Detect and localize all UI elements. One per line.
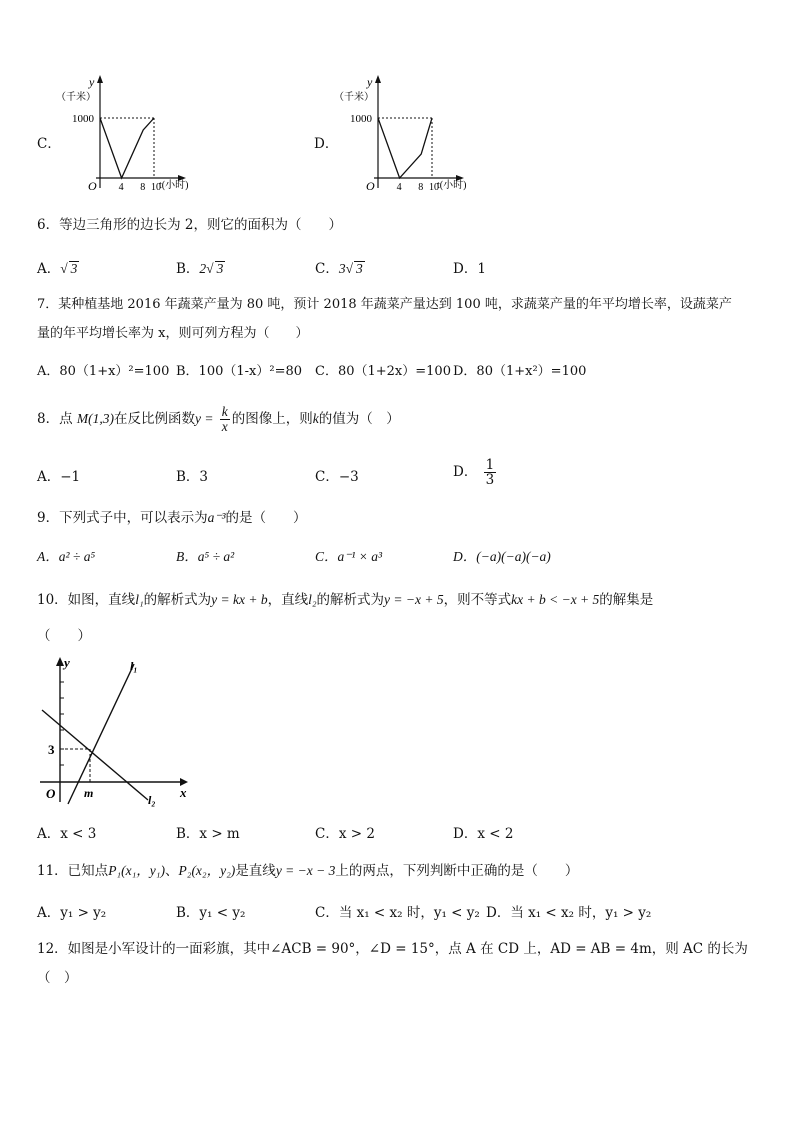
q8-option-d-num: 1	[485, 456, 495, 473]
x-axis-label: t(小时)	[437, 180, 467, 191]
q8-option-c: C．−3	[315, 469, 359, 485]
q8-option-d	[453, 453, 498, 491]
q9-stem	[37, 506, 307, 526]
q8-stem-post: 的图像上，则	[231, 411, 313, 427]
x-tick-label: 10	[429, 182, 439, 193]
distance-polyline	[100, 118, 154, 178]
q10-s2: 的解析式为	[143, 592, 212, 608]
q6-option-d-text: 1	[477, 261, 486, 277]
q8-func-den: x	[221, 419, 228, 434]
q6-option-b: B．2√ 3	[176, 261, 224, 277]
q10-x-tick: m	[84, 786, 94, 800]
q6-option-d-label: D．	[453, 261, 478, 277]
q9-option-c: C．a⁻¹ × a³	[315, 549, 383, 564]
q7-option-d: D．80（1+x²）=100	[453, 364, 587, 379]
q11-s3: 上的两点，下列判断中正确的是（ ）	[335, 863, 579, 879]
y-axis-label: y	[367, 75, 373, 89]
q9-option-d: D．(−a)(−a)(−a)	[453, 549, 551, 564]
y-tick-1000: 1000	[350, 113, 372, 125]
option-c-graph	[52, 72, 212, 197]
q6-option-d	[453, 257, 486, 277]
q10-blank: （ ）	[37, 628, 91, 644]
option-d-label: D．	[314, 136, 339, 152]
q7-stem-line1: 7．某种植基地 2016 年蔬菜产量为 80 吨，预计 2018 年蔬菜产量达到 100 吨，求蔬菜产量的年平均增长率，设蔬菜产	[37, 297, 732, 312]
x-tick-label: 4	[396, 182, 402, 193]
q6-option-a-radicand: 3	[70, 261, 78, 276]
y-unit-label: （千米）	[56, 92, 96, 103]
q10-option-b: B．x > m	[176, 826, 240, 842]
x-tick-label: 4	[118, 182, 124, 193]
q8-option-d-fraction	[484, 458, 497, 487]
q11-p2: P₂(x₂，y₂)	[178, 863, 236, 878]
q11-option-d: D．当 x₁ < x₂ 时，y₁ > y₂	[486, 905, 652, 921]
q11-s2: 是直线	[235, 863, 276, 879]
q8-point: M(1,3)	[76, 411, 115, 426]
q10-line-l1	[68, 664, 134, 804]
q8-option-b: B．3	[176, 469, 209, 485]
q6-option-c-label: C．	[315, 261, 339, 277]
y-axis-arrow	[375, 75, 381, 83]
q7-option-a: A．80（1+x）²=100	[37, 364, 170, 379]
q10-s4: 的解析式为	[316, 592, 385, 608]
q10-graph	[30, 652, 200, 812]
q10-e2: y = −x + 5	[384, 592, 444, 607]
q10-l1: l₁	[135, 592, 144, 607]
q6-option-c: C．3√ 3	[315, 261, 363, 277]
q10-s5: ，则不等式	[443, 592, 512, 608]
q9-expr: a⁻³	[207, 510, 226, 525]
q6-option-c-coef: 3	[338, 261, 346, 276]
option-d-graph	[330, 72, 490, 197]
x-axis-label: t(小时)	[159, 180, 189, 191]
q8-option-d-den: 3	[485, 472, 495, 488]
q10-y-arrow	[56, 657, 64, 666]
q10-option-c: C．x > 2	[315, 826, 375, 842]
q10-stem	[37, 588, 653, 608]
q10-option-d: D．x < 2	[453, 826, 514, 842]
q12-line1: 12．如图是小军设计的一面彩旗，其中∠ACB = 90°，∠D = 15°，点 A 在 CD 上，AD = AB = 4m，则 AC 的长为	[37, 941, 748, 957]
q7-stem-line2: 量的年平均增长率为 x，则可列方程为（ ）	[37, 326, 309, 341]
x-tick-label: 8	[418, 182, 424, 193]
q10-y-tick: 3	[48, 742, 55, 757]
q9-stem-post: 的是（ ）	[225, 510, 307, 526]
x-tick-label: 10	[151, 182, 161, 193]
q9-option-a: A．a² ÷ a⁵	[37, 549, 96, 564]
option-c-label: C．	[37, 136, 61, 152]
q11-p1: P₁(x₁，y₁)	[108, 863, 165, 878]
q6-stem: 6．等边三角形的边长为 2，则它的面积为（ ）	[37, 217, 342, 233]
q11-option-a: A．y₁ > y₂	[37, 905, 107, 921]
q10-l2-label: l₂	[148, 793, 156, 807]
q6-option-b-coef: 2	[199, 261, 207, 276]
q8-func-lhs: y =	[195, 411, 214, 426]
q12-line2: （ ）	[37, 970, 78, 986]
q8-k-var: k	[312, 411, 319, 426]
origin-label: O	[88, 179, 97, 193]
q11-option-c: C．当 x₁ < x₂ 时，y₁ < y₂	[315, 905, 480, 921]
q10-s1: 10．如图，直线	[37, 592, 136, 608]
y-axis-arrow	[97, 75, 103, 83]
distance-polyline	[378, 118, 432, 178]
q10-e1: y = kx + b	[211, 592, 268, 607]
q10-s3: ，直线	[267, 592, 309, 608]
y-axis-label: y	[89, 75, 95, 89]
y-unit-label: （千米）	[334, 92, 374, 103]
q10-line-l2	[42, 710, 148, 800]
q6-option-a-label: A．	[37, 261, 61, 277]
q8-stem	[37, 402, 400, 436]
y-tick-1000: 1000	[72, 113, 94, 125]
q10-e3: kx + b < −x + 5	[511, 592, 600, 607]
q9-stem-pre: 9．下列式子中，可以表示为	[37, 510, 208, 526]
q9-option-b: B．a⁵ ÷ a²	[176, 549, 235, 564]
q8-option-d-label: D．	[453, 464, 478, 480]
q6-option-a: A．√ 3	[37, 261, 78, 277]
q10-option-a: A．x < 3	[37, 826, 97, 842]
q6-option-c-radicand: 3	[356, 261, 363, 276]
q11-option-b: B．y₁ < y₂	[176, 905, 246, 921]
q8-func-num: k	[221, 403, 228, 419]
q11-sep: 、	[165, 863, 179, 879]
q7-option-c: C．80（1+2x）=100	[315, 364, 451, 379]
q11-stem	[37, 859, 578, 879]
x-tick-label: 8	[140, 182, 146, 193]
q8-stem-pre: 8．点	[37, 411, 73, 427]
q11-line: y = −x − 3	[275, 863, 336, 878]
q6-option-b-radicand: 3	[216, 261, 224, 276]
q8-stem-mid: 在反比例函数	[114, 411, 196, 427]
q10-x-label: x	[180, 785, 187, 800]
q6-option-b-label: B．	[176, 261, 200, 277]
q10-l2: l₂	[308, 592, 317, 607]
q8-option-a: A．−1	[37, 469, 81, 485]
q7-option-b: B．100（1-x）²=80	[176, 364, 303, 379]
q8-func-fraction	[220, 405, 230, 434]
q8-stem-end: 的值为（ ）	[318, 411, 400, 427]
origin-label: O	[366, 179, 375, 193]
q10-s6: 的解集是	[599, 592, 654, 608]
q10-origin: O	[46, 786, 56, 801]
q10-l1-label: l₁	[130, 659, 138, 673]
q11-s1: 11．已知点	[37, 863, 109, 879]
q10-y-label: y	[64, 655, 70, 670]
